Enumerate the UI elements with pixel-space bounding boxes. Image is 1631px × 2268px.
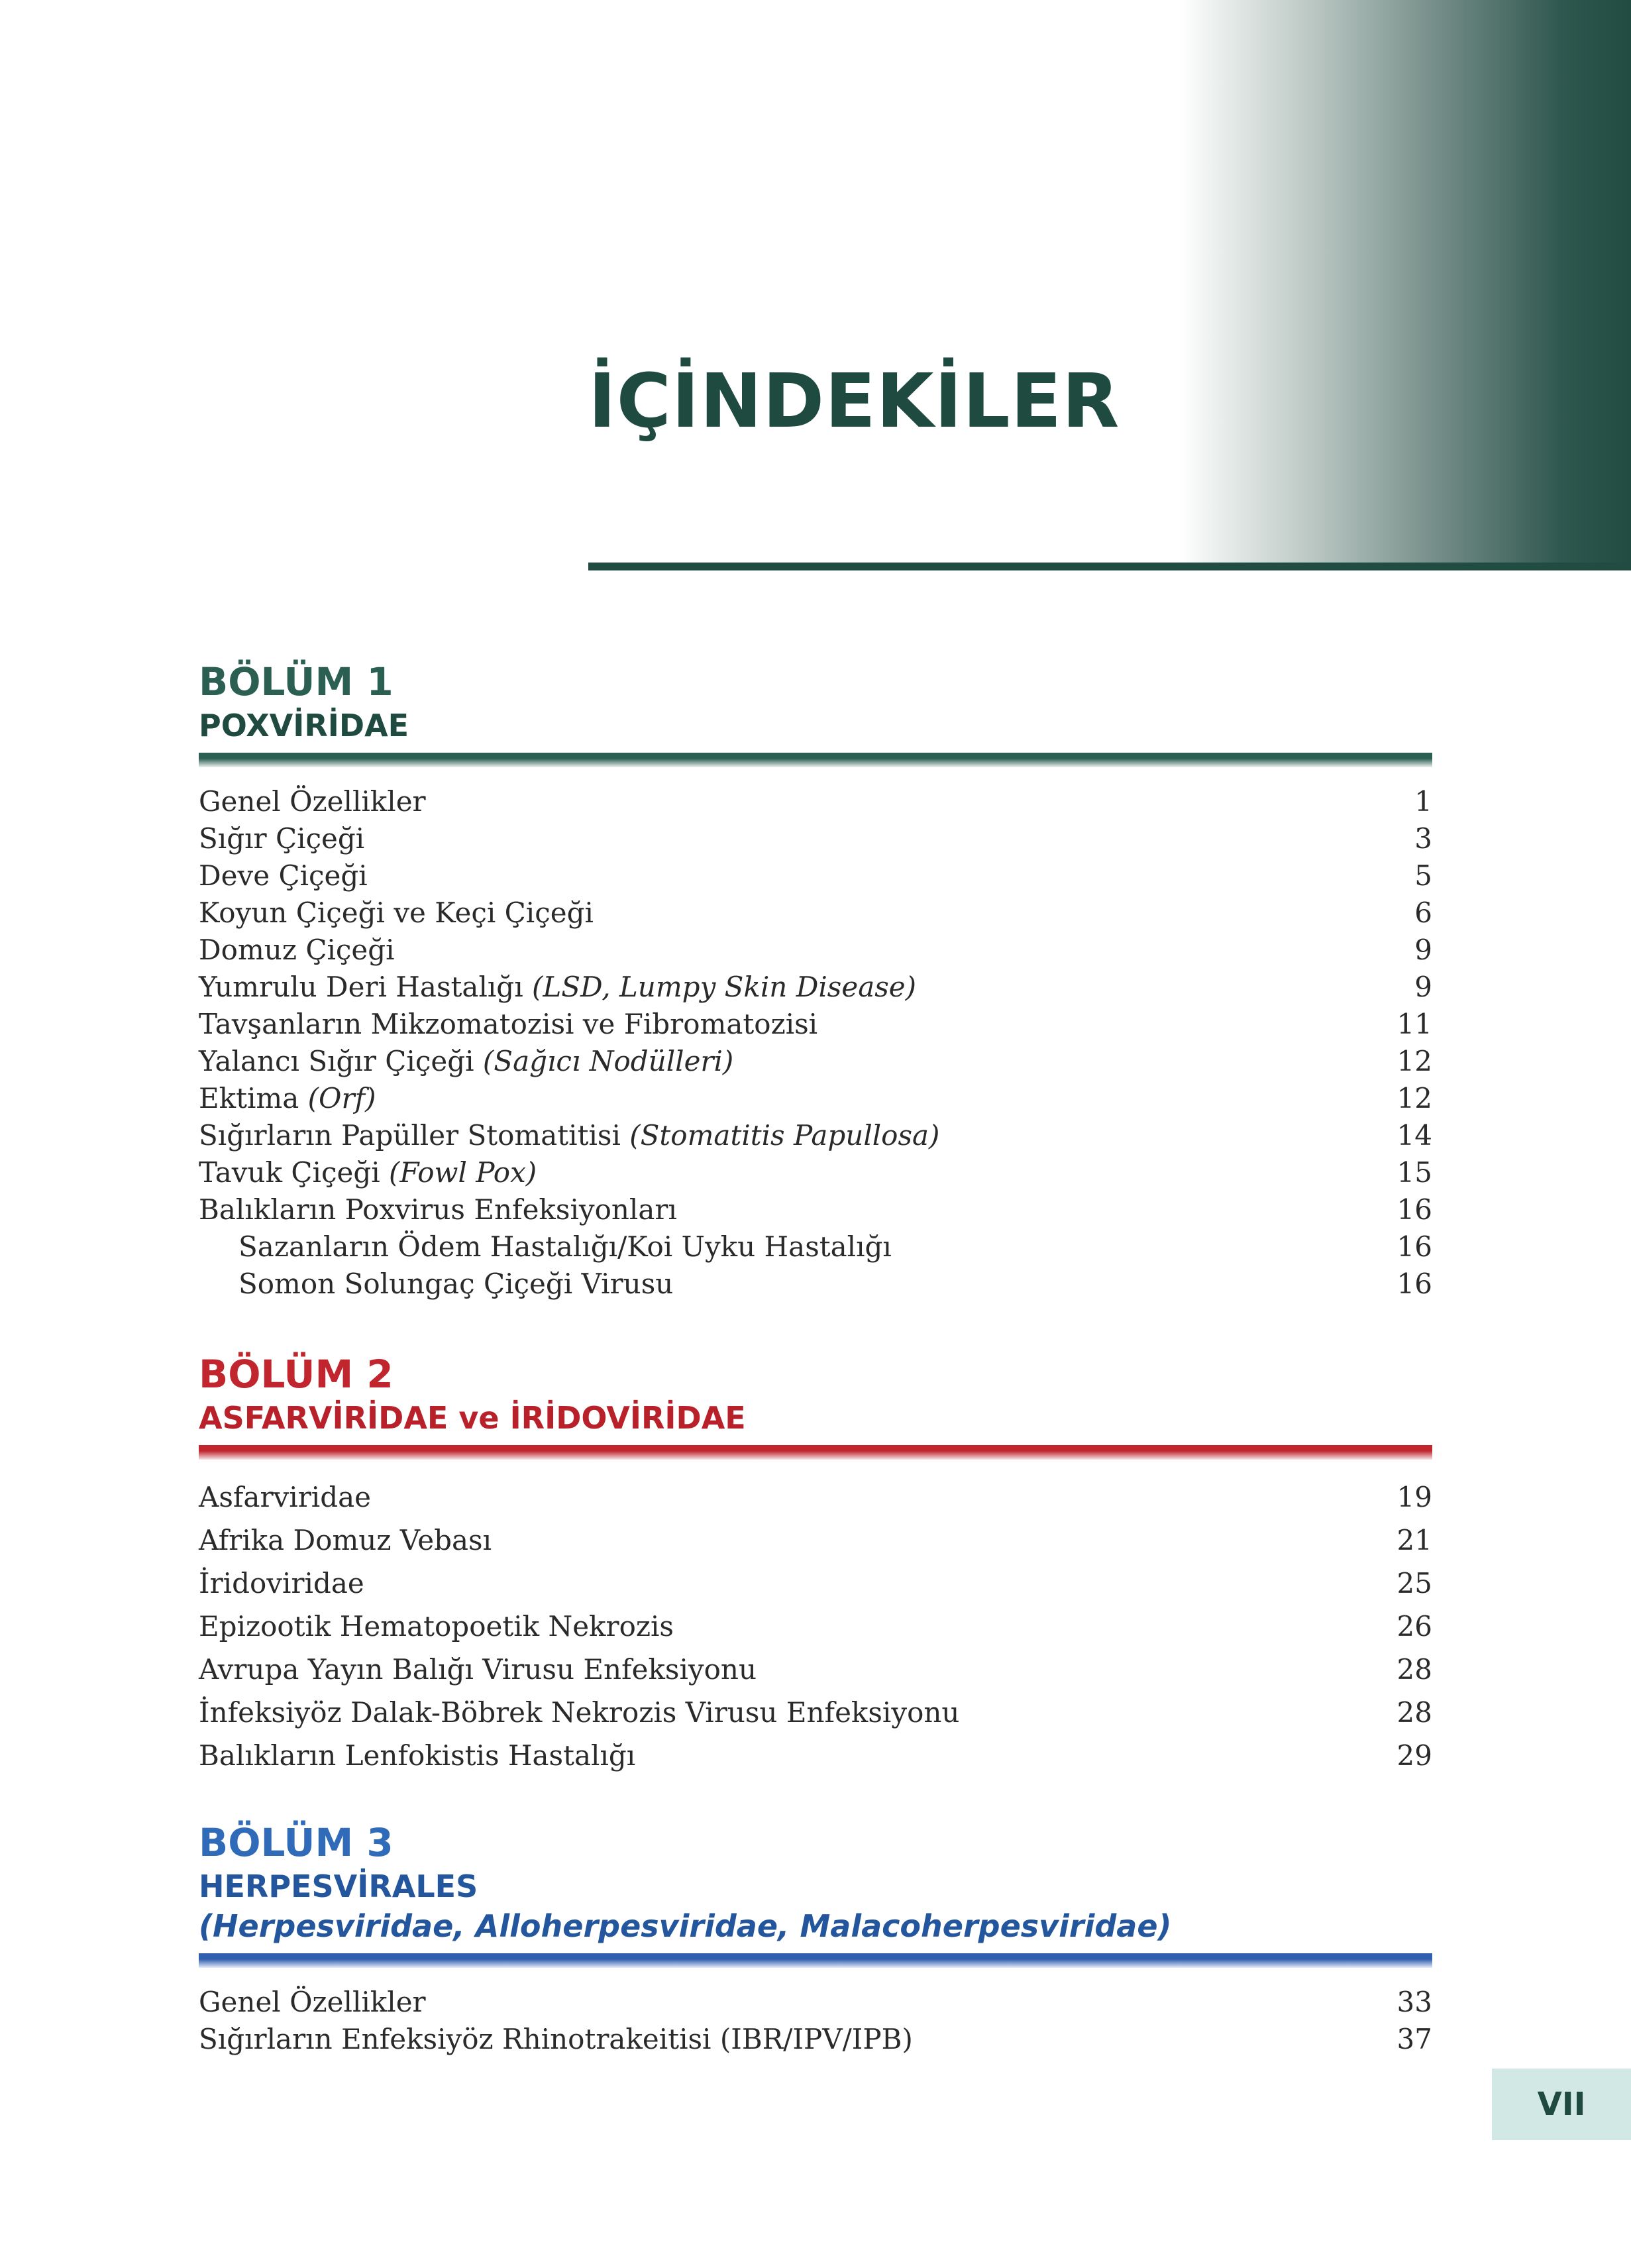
page-number: 15 bbox=[1396, 1156, 1432, 1189]
page-number: 12 bbox=[1396, 1045, 1432, 1077]
toc-entry[interactable]: Yumrulu Deri Hastalığı (LSD, Lumpy Skin Disease) 9 bbox=[199, 969, 1432, 1006]
chapter-3-rule bbox=[199, 1953, 1432, 1968]
page-number: 1 bbox=[1414, 785, 1432, 818]
toc-entry[interactable]: Sığır Çiçeği 3 bbox=[199, 820, 1432, 857]
page-number: 14 bbox=[1396, 1119, 1432, 1152]
page-number: 9 bbox=[1414, 934, 1432, 966]
toc-entry[interactable]: Yalancı Sığır Çiçeği (Sağıcı Nodülleri) 12 bbox=[199, 1043, 1432, 1080]
toc-entry[interactable]: Deve Çiçeği 5 bbox=[199, 857, 1432, 894]
chapter-3-families: (Herpesviridae, Alloherpesviridae, Malacoherpesviridae) bbox=[199, 1908, 1172, 1944]
page-number: 16 bbox=[1396, 1193, 1432, 1226]
chapter-1-heading: BÖLÜM 1 bbox=[199, 659, 394, 704]
page-title: İÇİNDEKİLER bbox=[588, 358, 1120, 445]
chapter-2-heading: BÖLÜM 2 bbox=[199, 1352, 394, 1397]
page-number: 9 bbox=[1414, 971, 1432, 1003]
toc-entry[interactable]: İridoviridae 25 bbox=[199, 1562, 1432, 1605]
chapter-3-subtitle: HERPESVİRALES bbox=[199, 1868, 478, 1904]
chapter-1-entries bbox=[199, 783, 1432, 1303]
page-number: 6 bbox=[1414, 896, 1432, 929]
toc-entry[interactable]: Koyun Çiçeği ve Keçi Çiçeği 6 bbox=[199, 894, 1432, 932]
toc-entry[interactable]: Asfarviridae 19 bbox=[199, 1476, 1432, 1519]
page-number-tab bbox=[1492, 2069, 1631, 2140]
toc-entry[interactable]: Ektima (Orf) 12 bbox=[199, 1080, 1432, 1117]
page-number: 12 bbox=[1396, 1082, 1432, 1114]
page-number: 29 bbox=[1396, 1739, 1432, 1772]
toc-entry[interactable]: Sığırların Papüller Stomatitisi (Stomatitis Papullosa) 14 bbox=[199, 1117, 1432, 1154]
toc-subentry[interactable]: Sazanların Ödem Hastalığı/Koi Uyku Hastalığı 16 bbox=[199, 1228, 1432, 1266]
page-number: 11 bbox=[1396, 1008, 1432, 1040]
chapter-2 bbox=[199, 1352, 1432, 1777]
page-number: 37 bbox=[1396, 2023, 1432, 2055]
chapter-3 bbox=[199, 1820, 1432, 2058]
toc-entry[interactable]: Balıkların Lenfokistis Hastalığı 29 bbox=[199, 1734, 1432, 1777]
title-underline bbox=[588, 563, 1631, 570]
chapter-1-subtitle: POXVİRİDAE bbox=[199, 708, 409, 743]
page-number: 25 bbox=[1396, 1567, 1432, 1599]
chapter-3-entries bbox=[199, 1984, 1432, 2058]
toc-entry[interactable]: Afrika Domuz Vebası 21 bbox=[199, 1519, 1432, 1562]
page-number: 16 bbox=[1396, 1230, 1432, 1263]
toc-entry[interactable]: Avrupa Yayın Balığı Virusu Enfeksiyonu 28 bbox=[199, 1648, 1432, 1691]
page-number: 26 bbox=[1396, 1610, 1432, 1643]
header-gradient-band bbox=[1179, 0, 1631, 565]
toc-entry[interactable]: Genel Özellikler 33 bbox=[199, 1984, 1432, 2021]
page-number: 16 bbox=[1396, 1268, 1432, 1300]
page-number: 28 bbox=[1396, 1696, 1432, 1729]
page-number: 5 bbox=[1414, 859, 1432, 892]
chapter-1 bbox=[199, 659, 1432, 1303]
page-number: 3 bbox=[1414, 822, 1432, 855]
page-number: 33 bbox=[1396, 1986, 1432, 2018]
chapter-2-entries bbox=[199, 1476, 1432, 1777]
chapter-3-heading: BÖLÜM 3 bbox=[199, 1820, 394, 1865]
toc-entry[interactable]: Balıkların Poxvirus Enfeksiyonları 16 bbox=[199, 1191, 1432, 1228]
toc-entry[interactable]: Sığırların Enfeksiyöz Rhinotrakeitisi (IBR/IPV/IPB) 37 bbox=[199, 2021, 1432, 2058]
chapter-2-rule bbox=[199, 1445, 1432, 1460]
page-number: 28 bbox=[1396, 1653, 1432, 1686]
toc-entry[interactable]: Domuz Çiçeği 9 bbox=[199, 932, 1432, 969]
toc-entry[interactable]: Genel Özellikler 1 bbox=[199, 783, 1432, 820]
toc-entry[interactable]: Epizootik Hematopoetik Nekrozis 26 bbox=[199, 1605, 1432, 1648]
toc-entry[interactable]: Tavuk Çiçeği (Fowl Pox) 15 bbox=[199, 1154, 1432, 1191]
page-number: 19 bbox=[1396, 1481, 1432, 1513]
chapter-1-rule bbox=[199, 753, 1432, 767]
toc-entry[interactable]: İnfeksiyöz Dalak-Böbrek Nekrozis Virusu Enfeksiyonu 28 bbox=[199, 1691, 1432, 1734]
toc-entry[interactable]: Tavşanların Mikzomatozisi ve Fibromatozisi 11 bbox=[199, 1006, 1432, 1043]
page-number: 21 bbox=[1396, 1524, 1432, 1556]
toc-subentry[interactable]: Somon Solungaç Çiçeği Virusu 16 bbox=[199, 1266, 1432, 1303]
chapter-2-subtitle: ASFARVİRİDAE ve İRİDOVİRİDAE bbox=[199, 1400, 746, 1436]
page-number-label: VII bbox=[1537, 2086, 1586, 2123]
